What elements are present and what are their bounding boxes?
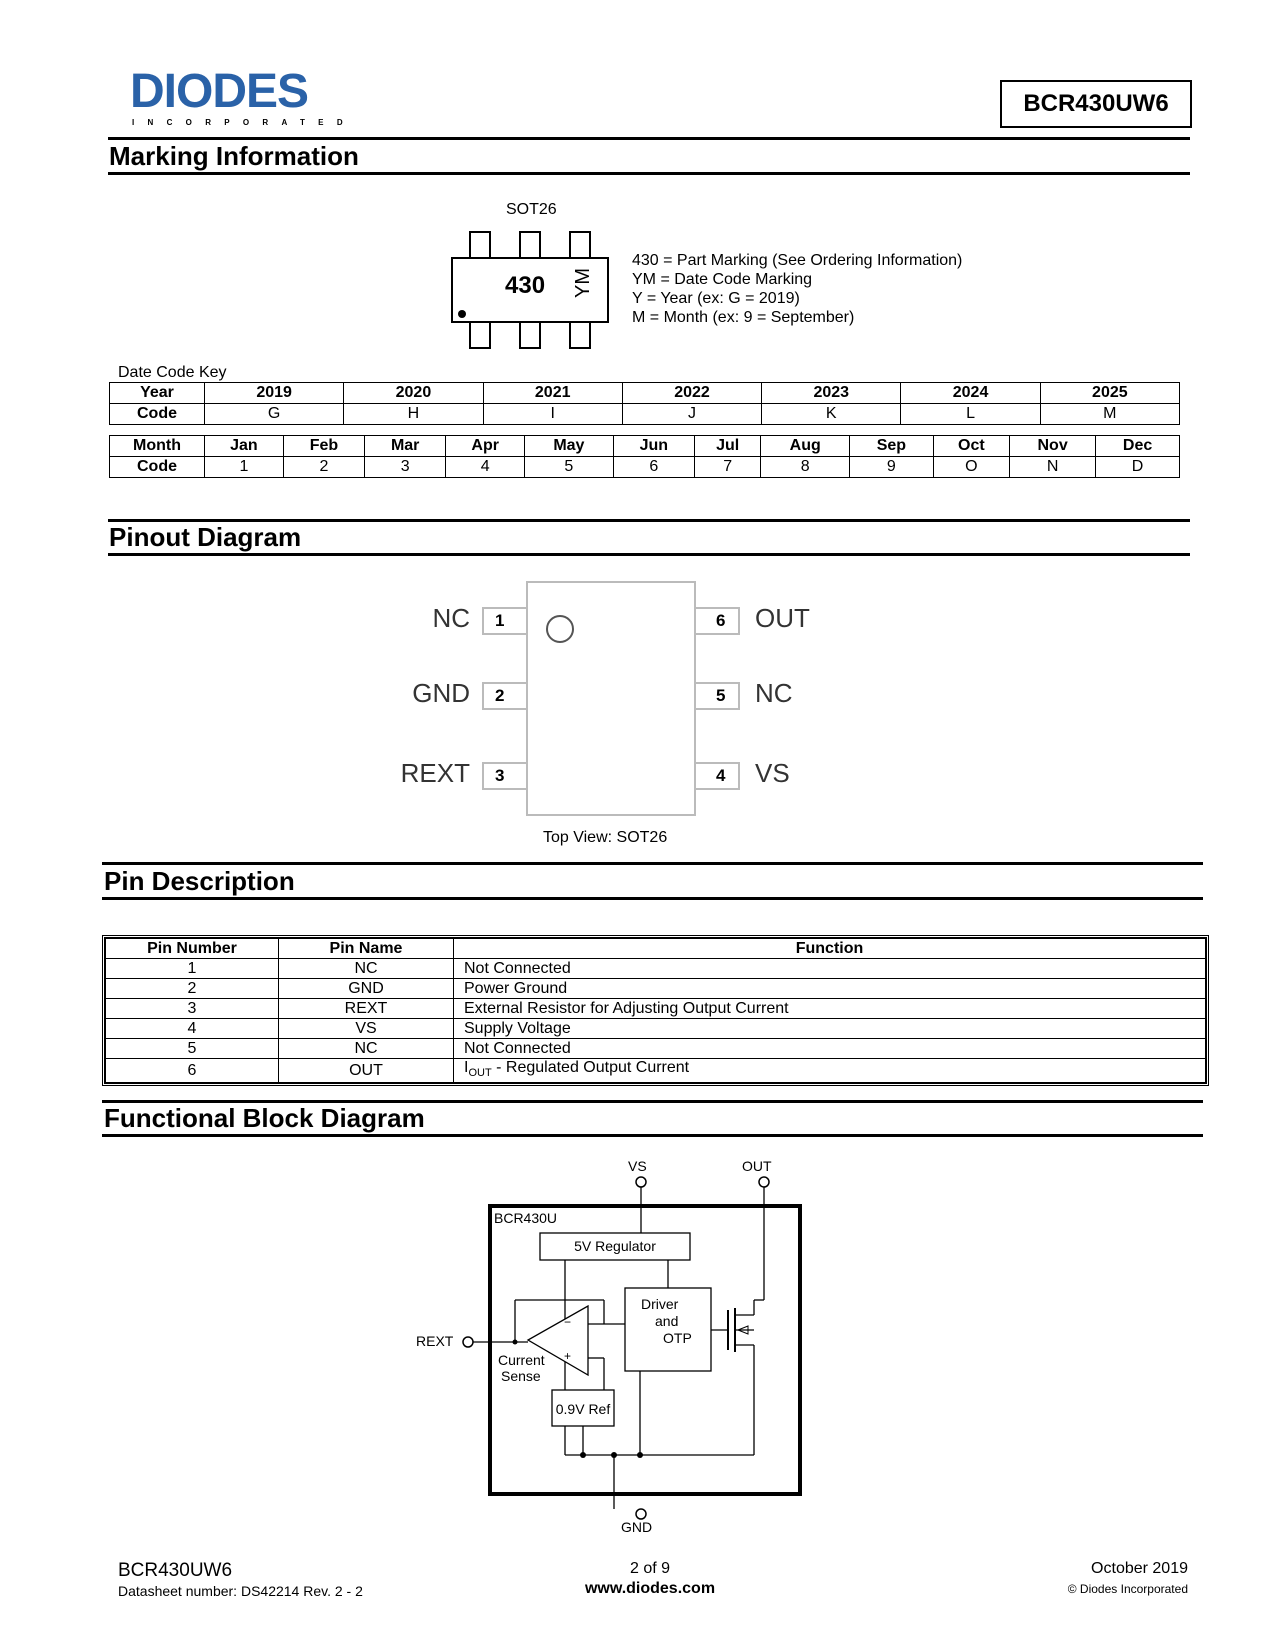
year-code-cell: M [1040, 404, 1179, 425]
reference-label: 0.9V Ref [555, 1401, 611, 1417]
pin-name-cell: OUT [279, 1059, 454, 1083]
year-code-cell: H [344, 404, 483, 425]
month-code-cell: 2 [283, 457, 364, 478]
year-cell: 2020 [344, 383, 483, 404]
column-header: Function [454, 939, 1206, 959]
pin-name-cell: NC [279, 959, 454, 979]
month-row-label: Month [110, 436, 205, 457]
month-cell: Dec [1096, 436, 1180, 457]
year-code-cell: K [762, 404, 901, 425]
month-code-cell: 9 [850, 457, 934, 478]
legend-line: M = Month (ex: 9 = September) [632, 309, 855, 326]
month-code-cell: N [1010, 457, 1096, 478]
pin-name: NC [755, 678, 793, 708]
legend-line: 430 = Part Marking (See Ordering Information) [632, 252, 963, 269]
section-rule-top [108, 137, 1190, 140]
marking-legend [632, 251, 962, 327]
section-rule-bottom [102, 897, 1203, 900]
sense-line: Current [498, 1352, 545, 1368]
column-header: Pin Number [106, 939, 279, 959]
footer-part: BCR430UW6 [118, 1560, 233, 1581]
table-row [110, 404, 1180, 425]
section-rule-bottom [102, 1134, 1203, 1137]
pin-number-cell: 5 [106, 1039, 279, 1059]
month-code-cell: 7 [694, 457, 761, 478]
function-cell: Not Connected [454, 959, 1206, 979]
section-rule-bottom [108, 553, 1190, 556]
driver-label [625, 1296, 711, 1347]
pin-name-cell: VS [279, 1019, 454, 1039]
date-code-key-label: Date Code Key [118, 364, 227, 381]
driver-line: OTP [663, 1330, 692, 1346]
pin-number: 6 [716, 611, 726, 630]
year-code-cell: J [622, 404, 761, 425]
year-cell: 2019 [205, 383, 344, 404]
month-cell: Jun [613, 436, 694, 457]
footer-date: October 2019 [1091, 1560, 1188, 1577]
month-code-cell: O [933, 457, 1009, 478]
pin-name: VS [755, 758, 790, 788]
month-cell: Aug [761, 436, 850, 457]
pin-number-cell: 1 [106, 959, 279, 979]
function-cell: External Resistor for Adjusting Output Current [454, 999, 1206, 1019]
footer-url[interactable]: www.diodes.com [584, 1580, 716, 1597]
section-title-pinout: Pinout Diagram [109, 522, 302, 552]
regulator-label: 5V Regulator [574, 1238, 656, 1254]
month-code-cell: 8 [761, 457, 850, 478]
pin-number: 4 [716, 766, 726, 785]
year-cell: 2023 [762, 383, 901, 404]
chip-marking: 430 [505, 272, 546, 299]
block-diagram-drawing [410, 1150, 810, 1530]
table-row [106, 979, 1206, 999]
function-text: - Regulated Output Current [491, 1059, 690, 1076]
section-title-marking: Marking Information [109, 141, 359, 171]
section-title-block-diagram: Functional Block Diagram [104, 1103, 425, 1133]
pin-name: REXT [400, 758, 470, 788]
section-rule-top [102, 862, 1203, 865]
pinout-caption: Top View: SOT26 [543, 829, 668, 846]
logo-text: DIODES [130, 65, 309, 118]
gnd-label: GND [621, 1519, 653, 1535]
chip-date-code: YM [572, 268, 594, 298]
month-cell: Jan [205, 436, 284, 457]
table-row [106, 1039, 1206, 1059]
pin-number-cell: 2 [106, 979, 279, 999]
year-cell: 2024 [901, 383, 1040, 404]
company-logo [130, 65, 356, 127]
year-cell: 2021 [483, 383, 622, 404]
pin-number: 2 [495, 686, 505, 705]
pin-name: OUT [755, 603, 810, 633]
legend-line: YM = Date Code Marking [632, 271, 813, 288]
function-cell: Power Ground [454, 979, 1206, 999]
part-number-box: BCR430UW6 [1000, 80, 1192, 128]
year-cell: 2022 [622, 383, 761, 404]
footer-page: 2 of 9 [629, 1560, 671, 1577]
footer-copyright: © Diodes Incorporated [1067, 1582, 1188, 1596]
pin-name-cell: REXT [279, 999, 454, 1019]
pin-number: 1 [495, 611, 505, 630]
year-code-cell: L [901, 404, 1040, 425]
pinout-package-drawing [470, 575, 750, 825]
function-cell: Not Connected [454, 1039, 1206, 1059]
rext-label: REXT [416, 1333, 454, 1349]
footer-datasheet: Datasheet number: DS42214 Rev. 2 - 2 [118, 1583, 363, 1599]
pin-name: GND [412, 678, 470, 708]
pin-number: 3 [495, 766, 505, 785]
pin-name: NC [432, 603, 470, 633]
code-row-label: Code [110, 457, 205, 478]
package-label: SOT26 [506, 201, 557, 218]
month-code-cell: 4 [446, 457, 525, 478]
month-cell: Mar [365, 436, 446, 457]
table-row [106, 959, 1206, 979]
code-row-label: Code [110, 404, 205, 425]
column-header: Pin Name [279, 939, 454, 959]
month-cell: Feb [283, 436, 364, 457]
section-rule-bottom [108, 172, 1190, 175]
pin-number-cell: 4 [106, 1019, 279, 1039]
driver-line: Driver [641, 1296, 679, 1312]
table-row [106, 1019, 1206, 1039]
year-cell: 2025 [1040, 383, 1179, 404]
table-header-row [106, 939, 1206, 959]
function-subscript: OUT [468, 1067, 492, 1080]
year-code-cell: I [483, 404, 622, 425]
month-cell: Sep [850, 436, 934, 457]
year-code-table [109, 382, 1180, 425]
month-code-cell: 1 [205, 457, 284, 478]
month-code-cell: D [1096, 457, 1180, 478]
month-code-table [109, 435, 1180, 478]
table-row [110, 436, 1180, 457]
table-row [110, 383, 1180, 404]
current-sense-label [498, 1352, 545, 1384]
pin-number-cell: 6 [106, 1059, 279, 1083]
month-cell: May [525, 436, 614, 457]
table-row [110, 457, 1180, 478]
function-cell: Supply Voltage [454, 1019, 1206, 1039]
vs-label: VS [628, 1158, 647, 1174]
logo-subtitle: INCORPORATED [132, 118, 356, 127]
amp-plus: + [564, 1349, 572, 1363]
month-cell: Jul [694, 436, 761, 457]
month-cell: Oct [933, 436, 1009, 457]
driver-line: and [655, 1313, 679, 1329]
pin-description-table [102, 935, 1209, 1086]
year-row-label: Year [110, 383, 205, 404]
amp-minus: − [564, 1315, 572, 1329]
function-symbol: I [464, 1059, 469, 1076]
legend-line: Y = Year (ex: G = 2019) [632, 290, 800, 307]
table-row [106, 999, 1206, 1019]
out-label: OUT [742, 1158, 772, 1174]
pin-number: 5 [716, 686, 726, 705]
pin-number-cell: 3 [106, 999, 279, 1019]
pin-name-cell: NC [279, 1039, 454, 1059]
table-row [106, 1059, 1206, 1083]
year-code-cell: G [205, 404, 344, 425]
function-cell [454, 1059, 1206, 1083]
section-title-pin-description: Pin Description [104, 866, 295, 896]
month-code-cell: 5 [525, 457, 614, 478]
month-code-cell: 6 [613, 457, 694, 478]
month-cell: Apr [446, 436, 525, 457]
pin-name-cell: GND [279, 979, 454, 999]
sense-line: Sense [501, 1368, 541, 1384]
chip-label: BCR430U [494, 1210, 558, 1226]
month-cell: Nov [1010, 436, 1096, 457]
month-code-cell: 3 [365, 457, 446, 478]
